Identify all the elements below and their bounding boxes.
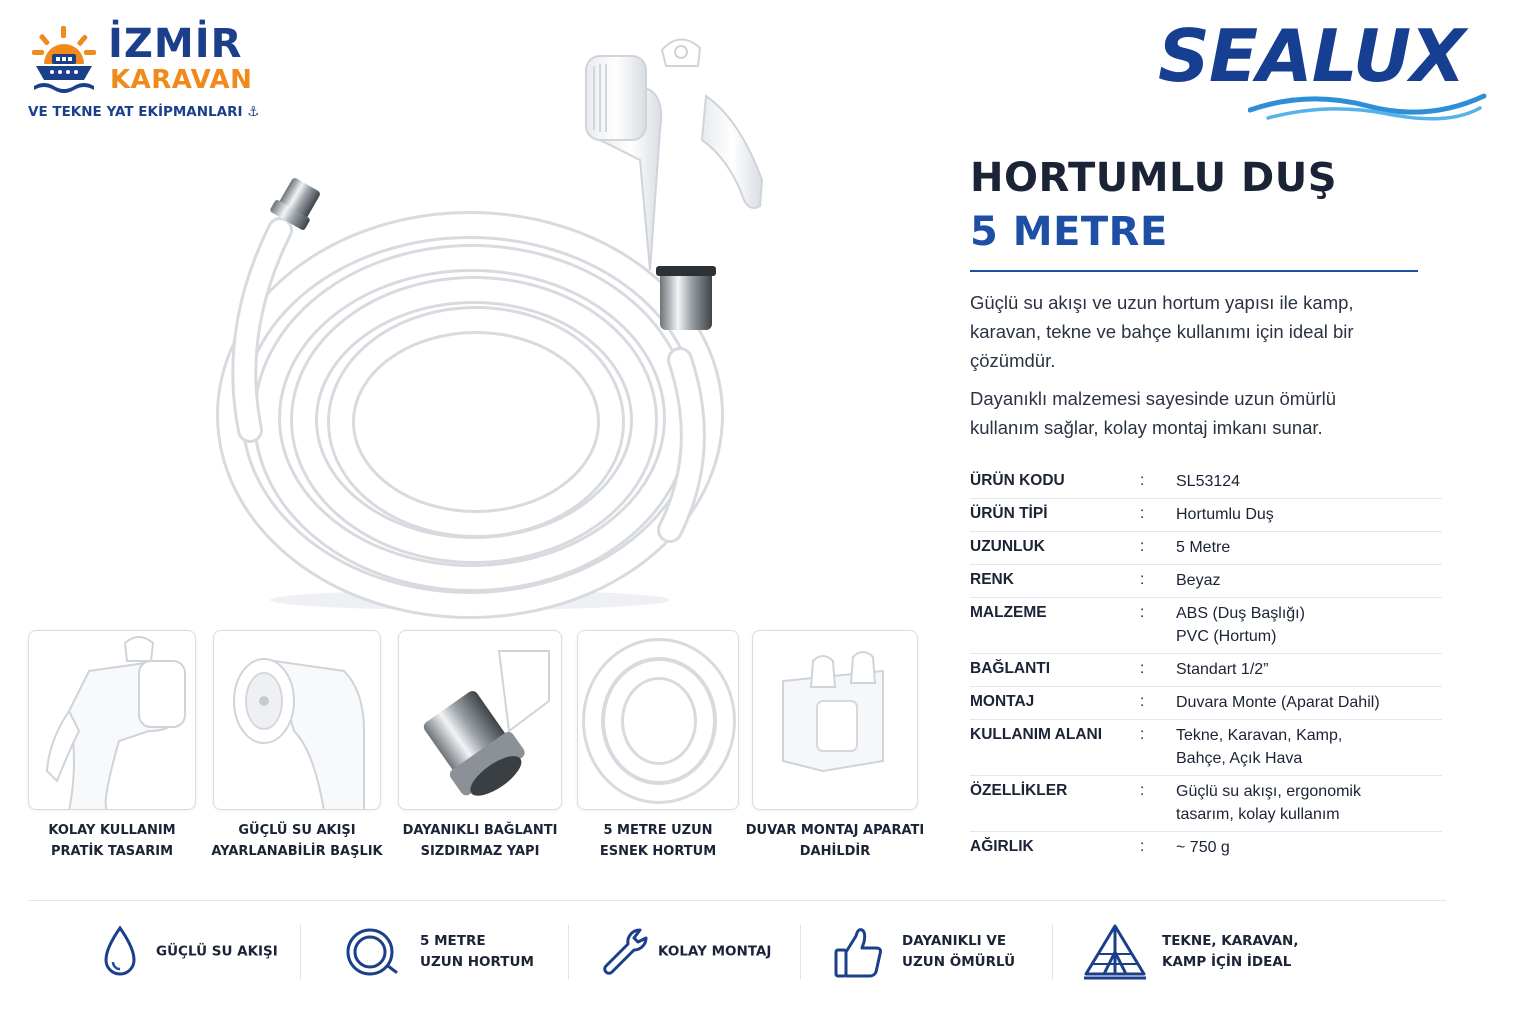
spec-row	[970, 776, 1442, 832]
thumb-caption	[577, 820, 739, 862]
spec-value-text: Hortumlu Duş	[1176, 506, 1274, 523]
feature-item	[1082, 920, 1322, 984]
sealux-logo	[1158, 14, 1498, 114]
spec-label: MALZEME	[970, 604, 1047, 621]
wall-bracket-icon	[753, 631, 918, 810]
product-hero-image	[210, 30, 780, 620]
thumb-metal-connector	[398, 630, 562, 810]
shower-head-front-icon	[214, 631, 381, 810]
shower-head-side-icon	[29, 631, 196, 810]
spec-colon: :	[1140, 660, 1145, 677]
spec-value	[1176, 836, 1442, 859]
feature-label	[420, 931, 534, 973]
boat-sun-logo-icon	[28, 24, 100, 100]
spec-colon: :	[1140, 571, 1145, 588]
spec-row	[970, 565, 1442, 598]
thumb-shower-head-side	[28, 630, 196, 810]
spec-value	[1176, 724, 1442, 770]
thumb-caption-line2: ESNEK HORTUM	[599, 844, 717, 859]
spec-value-text: 5 Metre	[1176, 539, 1231, 556]
feature-item	[832, 920, 1042, 984]
spec-label: BAĞLANTI	[970, 660, 1051, 677]
brand-tagline: VE TEKNE YAT EKİPMANLARI ⚓	[28, 104, 260, 120]
feature-label-line2: UZUN ÖMÜRLÜ	[902, 954, 1016, 970]
spec-table	[970, 466, 1442, 864]
feature-label	[658, 942, 771, 963]
feature-bar-divider	[28, 900, 1446, 901]
spec-value	[1176, 658, 1442, 681]
thumb-caption-line2: SIZDIRMAZ YAPI	[420, 844, 540, 859]
spec-colon: :	[1140, 693, 1145, 710]
thumb-caption-line1: 5 METRE UZUN	[603, 823, 713, 838]
spec-colon: :	[1140, 838, 1145, 855]
spec-value-text-2: PVC (Hortum)	[1176, 628, 1277, 645]
spec-row	[970, 687, 1442, 720]
coiled-hose-icon	[578, 631, 739, 810]
thumb-caption	[392, 820, 568, 862]
spec-row	[970, 832, 1442, 864]
spec-colon: :	[1140, 726, 1145, 743]
spec-value-text-2: Bahçe, Açık Hava	[1176, 750, 1303, 767]
metal-connector-icon	[399, 631, 562, 810]
spec-label: KULLANIM ALANI	[970, 726, 1103, 743]
feature-label-line2: UZUN HORTUM	[420, 954, 534, 970]
thumb-caption	[742, 820, 928, 862]
spec-value-text: Güçlü su akışı, ergonomik	[1176, 783, 1361, 800]
feature-label-line1: TEKNE, KARAVAN,	[1162, 933, 1299, 949]
spec-value	[1176, 569, 1442, 592]
thumb-coiled-hose	[577, 630, 739, 810]
thumb-caption	[205, 820, 389, 862]
thumb-caption-line2: AYARLANABİLİR BAŞLIK	[211, 844, 383, 859]
spec-value-text: Beyaz	[1176, 572, 1221, 589]
feature-label	[902, 931, 1015, 973]
spec-label: UZUNLUK	[970, 538, 1045, 555]
thumbs-up-icon	[832, 920, 886, 984]
thumb-caption-line2: DAHİLDİR	[799, 844, 871, 859]
spec-value-text: Standart 1/2”	[1176, 661, 1269, 678]
spec-label: RENK	[970, 571, 1014, 588]
spec-row	[970, 532, 1442, 565]
spec-value-text: ABS (Duş Başlığı)	[1176, 605, 1305, 622]
thumb-caption-line1: DAYANIKLI BAĞLANTI	[402, 823, 558, 838]
title-divider	[970, 270, 1418, 272]
spec-label: MONTAJ	[970, 693, 1035, 710]
feature-label	[156, 942, 278, 963]
feature-label-line2: KAMP İÇİN İDEAL	[1162, 954, 1292, 970]
feature-separator	[300, 925, 301, 979]
spec-label: ÜRÜN TİPİ	[970, 505, 1048, 522]
spec-row	[970, 654, 1442, 687]
brand-subname: KARAVAN	[110, 65, 253, 95]
thumb-caption-line2: PRATİK TASARIM	[50, 844, 174, 859]
spec-value	[1176, 536, 1442, 559]
spec-label: AĞIRLIK	[970, 838, 1034, 855]
thumb-caption	[28, 820, 196, 862]
thumb-caption-line1: KOLAY KULLANIM	[48, 823, 176, 838]
waves-icon	[1248, 88, 1488, 122]
feature-item	[100, 920, 290, 984]
brand-name: İZMİR	[108, 21, 243, 67]
feature-label-line1: GÜÇLÜ SU AKIŞI	[156, 943, 278, 960]
spec-value-text-2: tasarım, kolay kullanım	[1176, 806, 1340, 823]
feature-label-line1: 5 METRE	[420, 933, 486, 949]
spec-label: ÜRÜN KODU	[970, 472, 1065, 489]
thumb-shower-head-front	[213, 630, 381, 810]
spec-row	[970, 598, 1442, 654]
water-drop-icon	[100, 920, 140, 984]
tent-icon	[1082, 920, 1148, 984]
product-description-1: Güçlü su akışı ve uzun hortum yapısı ile kamp, karavan, tekne ve bahçe kullanımı için ideal bir çözümdür.	[970, 292, 1354, 371]
spec-label: ÖZELLİKLER	[970, 782, 1068, 799]
spec-row	[970, 466, 1442, 499]
spec-value-text: Tekne, Karavan, Kamp,	[1176, 727, 1343, 744]
spec-value	[1176, 503, 1442, 526]
thumb-caption-line1: DUVAR MONTAJ APARATI	[745, 823, 925, 838]
spec-value	[1176, 780, 1442, 826]
spec-value-text: SL53124	[1176, 473, 1241, 490]
product-description-2: Dayanıklı malzemesi sayesinde uzun ömürlü kullanım sağlar, kolay montaj imkanı sunar.	[970, 388, 1337, 438]
spec-value	[1176, 691, 1442, 714]
thumb-caption-line1: GÜÇLÜ SU AKIŞI	[238, 823, 356, 838]
feature-item	[344, 920, 554, 984]
product-title-line2: 5 METRE	[970, 209, 1168, 255]
spec-value	[1176, 470, 1442, 493]
feature-label-line1: KOLAY MONTAJ	[658, 943, 772, 960]
spec-colon: :	[1140, 538, 1145, 555]
sealux-wordmark: SEALUX	[1158, 14, 1465, 98]
spec-colon: :	[1140, 505, 1145, 522]
feature-label	[1162, 931, 1298, 973]
thumb-wall-bracket	[752, 630, 918, 810]
spec-row	[970, 720, 1442, 776]
hose-coil-icon	[344, 920, 400, 984]
spec-colon: :	[1140, 604, 1145, 621]
product-title-line1: HORTUMLU DUŞ	[970, 155, 1338, 201]
feature-label-line1: DAYANIKLI VE	[902, 933, 1007, 949]
feature-separator	[800, 925, 801, 979]
spec-colon: :	[1140, 472, 1145, 489]
wrench-icon	[600, 920, 650, 984]
spec-value-text: ~ 750 g	[1176, 839, 1230, 856]
spec-row	[970, 499, 1442, 532]
feature-separator	[568, 925, 569, 979]
feature-separator	[1052, 925, 1053, 979]
spec-value-text: Duvara Monte (Aparat Dahil)	[1176, 694, 1380, 711]
feature-item	[600, 920, 800, 984]
spec-colon: :	[1140, 782, 1145, 799]
spec-value	[1176, 602, 1442, 648]
